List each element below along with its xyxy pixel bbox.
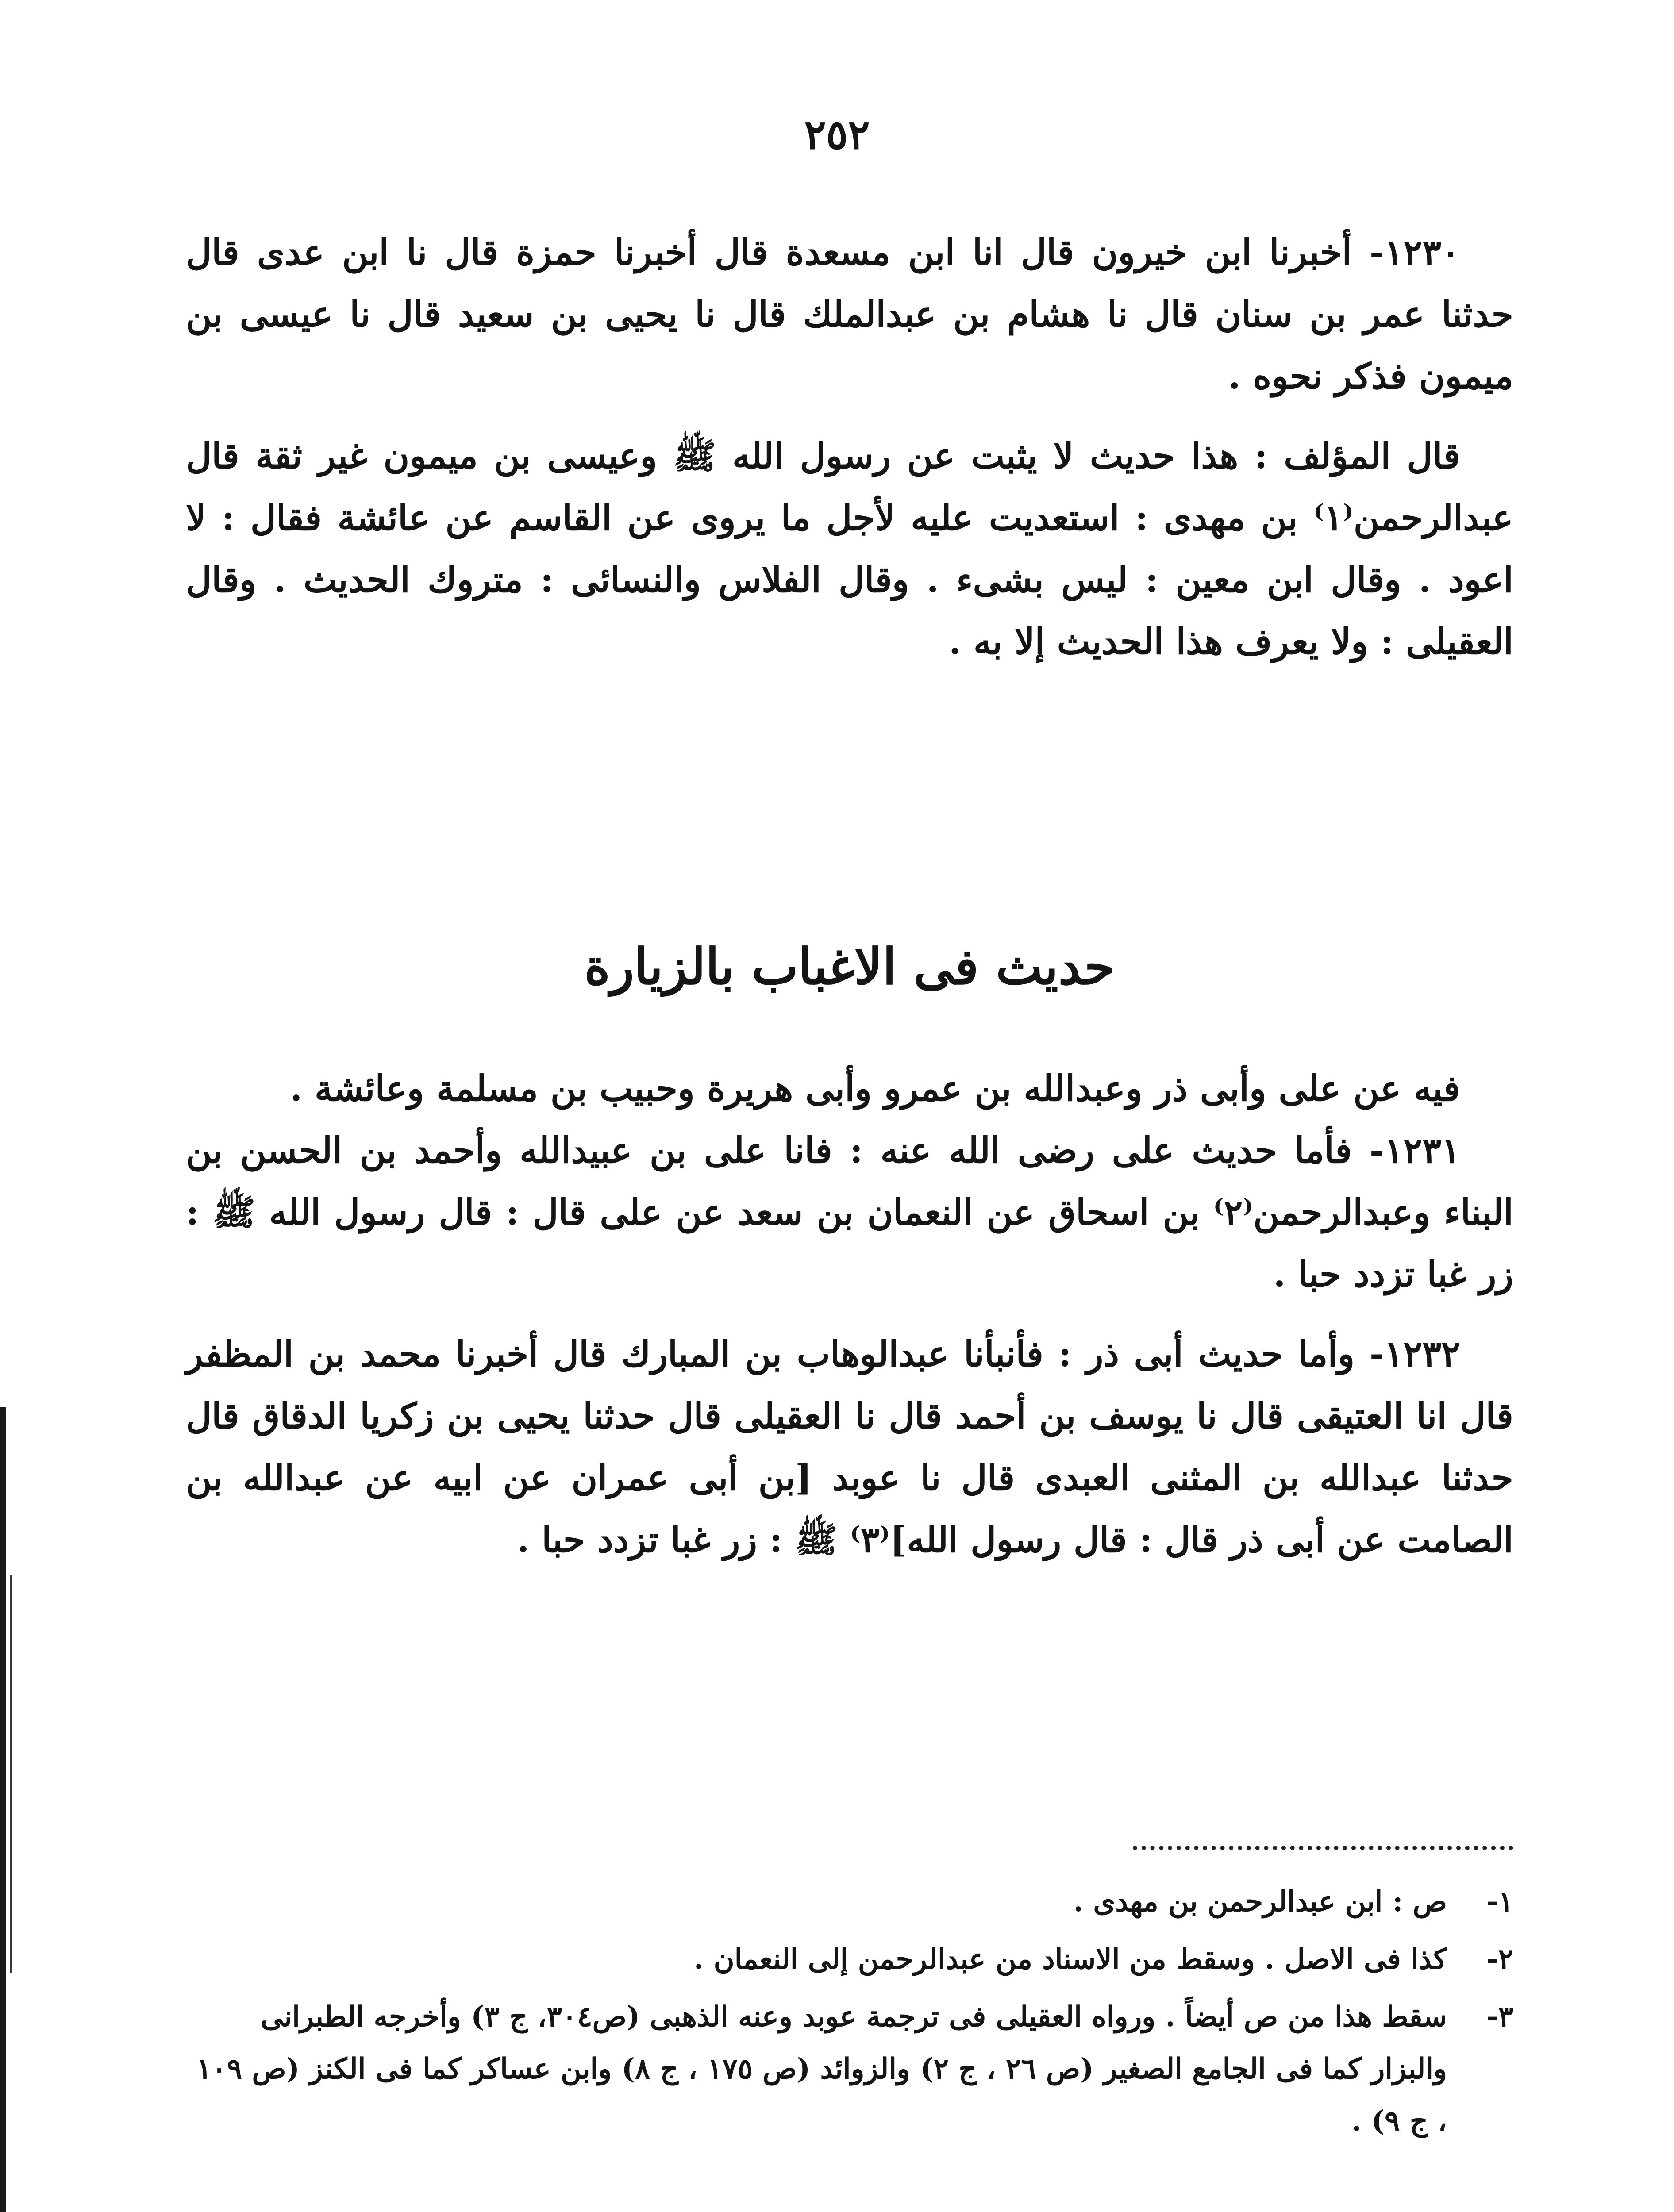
page-number: ٢٥٢ <box>804 111 870 158</box>
text-block-section <box>186 1057 1513 1571</box>
footnote-2 <box>186 1933 1513 1985</box>
scan-edge-shadow <box>0 1407 6 2212</box>
paragraph-hadith-1231: ١٢٣١- فأما حديث على رضى الله عنه : فانا على بن عبيدالله وأحمد بن الحسن بن البناء وعبدالرحمن⁽٢⁾ بن اسحاق عن النعمان بن سعد عن على قال : قال رسول الله ﷺ : زر غبا تزدد حبا . <box>186 1129 1513 1295</box>
footnote-text: سقط هذا من ص أيضاً . ورواه العقيلى فى ترجمة عوبد وعنه الذهبى (ص٣٠٤، ج ٣) وأخرجه الطبرانى والبزار كما فى الجامع الصغير (ص ٢٦ ، ج ٢) والزوائد (ص ١٧٥ ، ج ٨) وابن عساكر كما فى الكنز (ص ١٠٩ ، ج ٩) . <box>196 2000 1447 2138</box>
footnote-1 <box>186 1876 1513 1928</box>
section-heading: حديث فى الاغباب بالزيارة <box>584 938 1115 996</box>
footnote-text: كذا فى الاصل . وسقط من الاسناد من عبدالرحمن إلى النعمان . <box>694 1943 1447 1976</box>
footnote-separator <box>1133 1846 1513 1850</box>
text-block-hadith-1230 <box>186 221 1513 672</box>
paragraph-hadith-1230: ١٢٣٠- أخبرنا ابن خيرون قال انا ابن مسعدة قال أخبرنا حمزة قال نا ابن عدى قال حدثنا عمر بن سنان قال نا هشام بن عبدالملك قال نا يحيى بن سعيد قال نا عيسى بن ميمون فذكر نحوه . <box>186 231 1514 397</box>
footnote-3 <box>186 1991 1513 2147</box>
footnote-text: ص : ابن عبدالرحمن بن مهدى . <box>1073 1885 1447 1918</box>
footnotes <box>186 1876 1513 2153</box>
footnote-number: ٣- <box>1486 2000 1513 2033</box>
footnote-number: ١- <box>1486 1885 1513 1918</box>
scan-edge-shadow-inner <box>10 1575 12 1973</box>
footnote-number: ٢- <box>1486 1943 1513 1976</box>
paragraph-author-comment: قال المؤلف : هذا حديث لا يثبت عن رسول الله ﷺ وعيسى بن ميمون غير ثقة قال عبدالرحمن⁽١⁾ بن مهدى : استعديت عليه لأجل ما يروى عن القاسم عن عائشة فقال : لا اعود . وقال ابن معين : ليس بشىء . وقال الفلاس والنسائى : متروك الحديث . وقال العقيلى : ولا يعرف هذا الحديث إلا به . <box>186 435 1514 662</box>
paragraph-hadith-1232: ١٢٣٢- وأما حديث أبى ذر : فأنبأنا عبدالوهاب بن المبارك قال أخبرنا محمد بن المظفر قال انا العتيقى قال نا يوسف بن أحمد قال نا العقيلى قال حدثنا يحيى بن زكريا الدقاق قال حدثنا عبدالله بن المثنى العبدى قال نا عوبد [بن أبى عمران عن ابيه عن عبدالله بن الصامت عن أبى ذر قال : قال رسول الله]⁽٣⁾ ﷺ : زر غبا تزدد حبا . <box>186 1333 1513 1560</box>
paragraph-section-intro: فيه عن على وأبى ذر وعبدالله بن عمرو وأبى هريرة وحبيب بن مسلمة وعائشة . <box>290 1068 1460 1109</box>
